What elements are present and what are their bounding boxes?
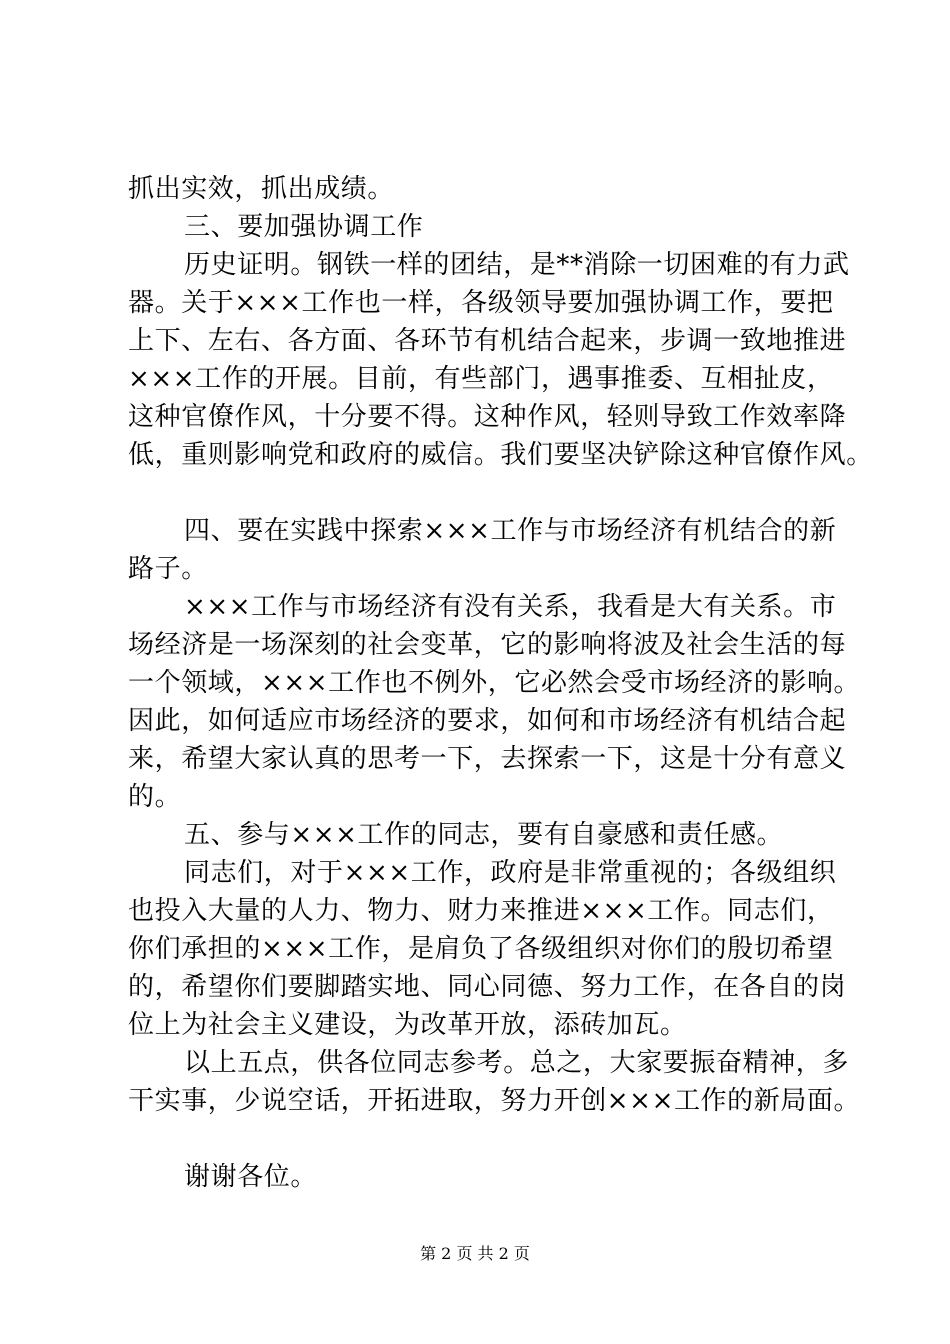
closing-line: 谢谢各位。 [184, 1162, 318, 1192]
text-line: 场经济是一场深刻的社会变革，它的影响将波及社会生活的每 [128, 630, 847, 660]
text-line: 抓出实效，抓出成绩。 [128, 174, 395, 204]
section-heading: 四、要在实践中探索×××工作与市场经济有机结合的新 [184, 516, 837, 546]
section-heading: 三、要加强协调工作 [184, 212, 424, 242]
page-number-footer: 第 2 页 共 2 页 [420, 1244, 530, 1263]
text-line: 因此，如何适应市场经济的要求，如何和市场经济有机结合起 [128, 706, 847, 736]
text-line: ×××工作的开展。目前，有些部门，遇事推委、互相扯皮， [128, 364, 834, 394]
text-line: ×××工作与市场经济有没有关系，我看是大有关系。市 [184, 592, 837, 622]
paragraph-gap [128, 1120, 853, 1158]
paragraph-gap [128, 474, 853, 512]
text-line: 以上五点，供各位同志参考。总之，大家要振奋精神，多 [184, 1048, 850, 1078]
text-line: 干实事，少说空话，开拓进取，努力开创×××工作的新局面。 [128, 1086, 861, 1116]
text-line: 上下、左右、各方面、各环节有机结合起来，步调一致地推进 [128, 326, 847, 356]
text-line: 历史证明。钢铁一样的团结，是**消除一切困难的有力武 [184, 250, 850, 280]
text-line: 同志们，对于×××工作，政府是非常重视的；各级组织 [184, 858, 837, 888]
text-line: 的。 [128, 782, 182, 812]
text-line: 的，希望你们要脚踏实地、同心同德、努力工作，在各自的岗 [128, 972, 847, 1002]
text-line: 位上为社会主义建设，为改革开放，添砖加瓦。 [128, 1010, 687, 1040]
section-heading: 五、参与×××工作的同志，要有自豪感和责任感。 [184, 820, 784, 850]
text-line: 低，重则影响党和政府的威信。我们要坚决铲除这种官僚作风。 [128, 440, 873, 470]
text-line: 来，希望大家认真的思考一下，去探索一下，这是十分有意义 [128, 744, 847, 774]
document-body [128, 170, 873, 1196]
text-line: 也投入大量的人力、物力、财力来推进×××工作。同志们， [128, 896, 834, 926]
text-line: 这种官僚作风，十分要不得。这种作风，轻则导致工作效率降 [128, 402, 847, 432]
text-line: 你们承担的×××工作，是肩负了各级组织对你们的殷切希望 [128, 934, 834, 964]
text-line: 一个领域，×××工作也不例外，它必然会受市场经济的影响。 [128, 668, 861, 698]
text-line: 路子。 [128, 554, 208, 584]
text-line: 器。关于×××工作也一样，各级领导要加强协调工作，要把 [128, 288, 834, 318]
